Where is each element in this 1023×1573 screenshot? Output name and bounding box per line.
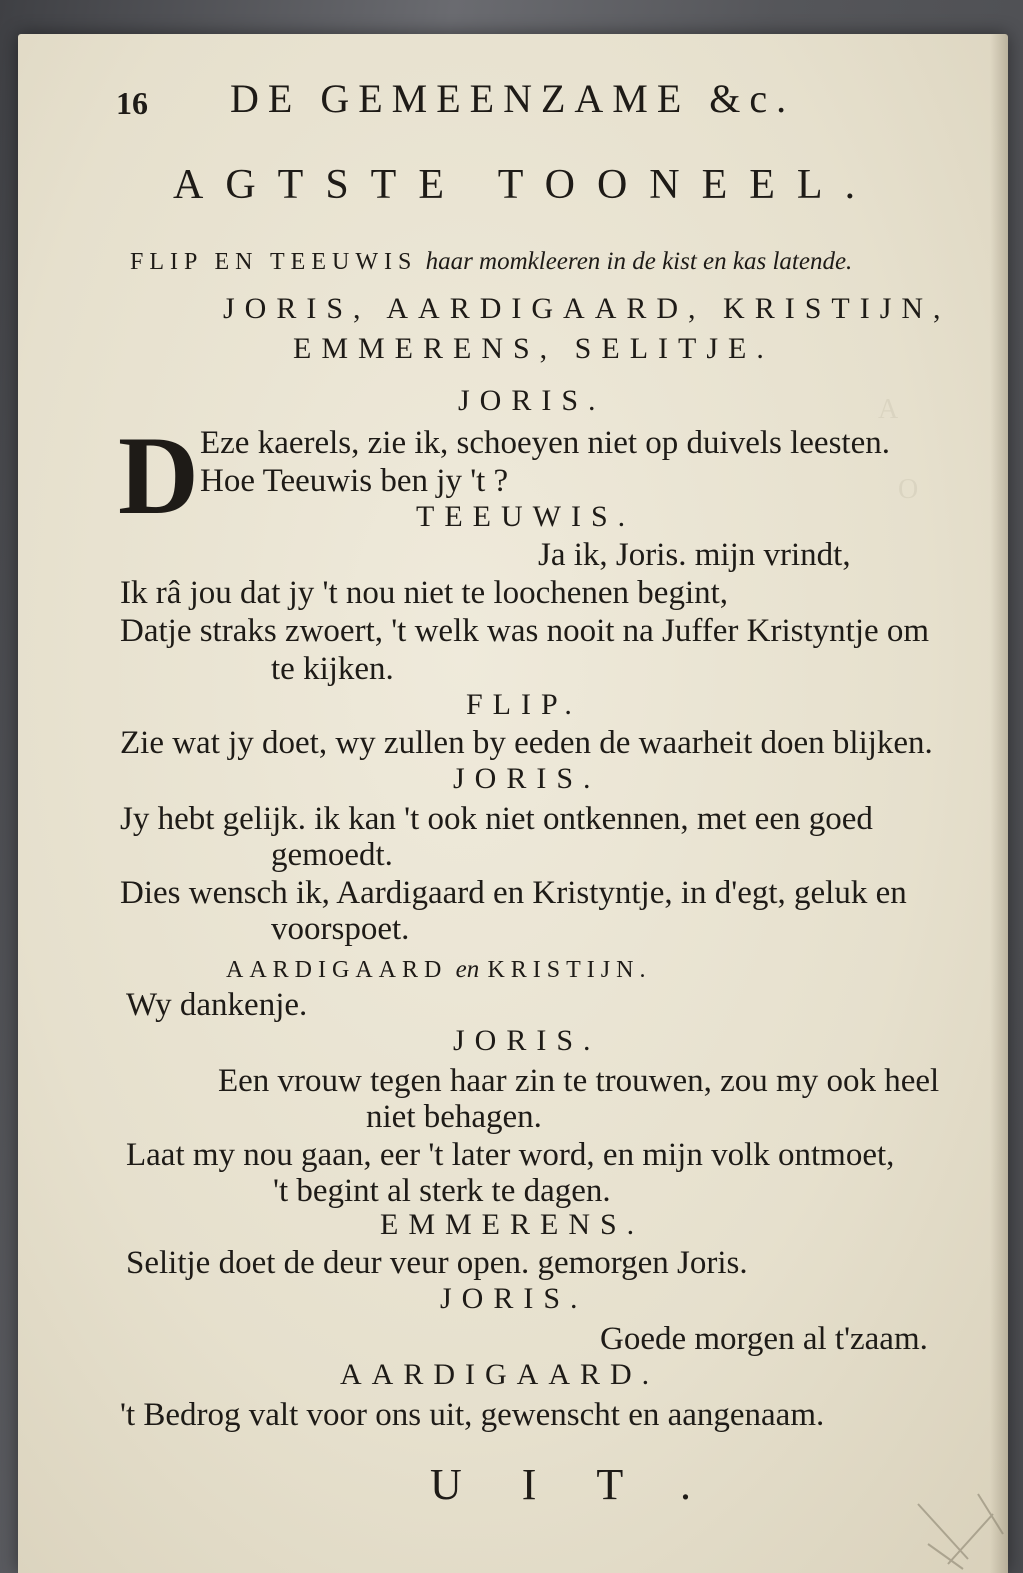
stage-direction-text: haar momkleeren in de kist en kas latende.	[425, 248, 853, 275]
conjunction: en	[455, 956, 480, 983]
cast-list-line-2: EMMERENS, SELITJE.	[293, 332, 774, 365]
verse-line: Een vrouw tegen haar zin te trouwen, zou my ook heel	[218, 1063, 940, 1099]
verse-line: Ik râ jou dat jy 't nou niet te loochenen begint,	[120, 575, 729, 611]
speaker-name: FLIP.	[466, 688, 582, 721]
drop-capital: D	[118, 414, 199, 538]
speaker-name: AARDIGAARD.	[340, 1358, 660, 1391]
verse-line: 't Bedrog valt voor ons uit, gewenscht en aangenaam.	[120, 1397, 825, 1433]
running-title: DE GEMEENZAME &c.	[230, 76, 796, 121]
stage-direction	[130, 240, 852, 281]
verse-line: Zie wat jy doet, wy zullen by eeden de waarheit doen blijken.	[120, 725, 933, 761]
verse-line: Eze kaerels, zie ik, schoeyen niet op duivels leesten.	[200, 425, 890, 461]
show-through-text: A	[878, 394, 899, 425]
speaker-name: KRISTIJN.	[487, 957, 652, 983]
verse-line: Dies wensch ik, Aardigaard en Kristyntje, in d'egt, geluk en	[120, 875, 907, 911]
scene-title: AGTSTE TOONEEL.	[173, 162, 878, 208]
speaker-name: JORIS.	[453, 762, 601, 795]
verse-line: 't begint al sterk te dagen.	[273, 1173, 611, 1209]
stage-direction-names: FLIP EN TEEUWIS	[130, 249, 418, 275]
speaker-name: TEEUWIS.	[416, 500, 636, 533]
verse-line: Selitje doet de deur veur open. gemorgen Joris.	[126, 1245, 748, 1281]
page-number: 16	[116, 85, 148, 121]
cast-list-line-1: JORIS, AARDIGAARD, KRISTIJN,	[223, 292, 951, 325]
speaker-name: AARDIGAARD	[226, 957, 448, 983]
verse-line: te kijken.	[271, 651, 394, 687]
speaker-name: JORIS.	[440, 1282, 588, 1315]
book-page	[18, 34, 1008, 1573]
speaker-name: JORIS.	[453, 1024, 601, 1057]
verse-line: Hoe Teeuwis ben jy 't ?	[200, 463, 509, 499]
speaker-name-pair	[226, 948, 651, 989]
ink-mark-icon	[908, 1484, 1008, 1573]
show-through-text: O	[898, 474, 919, 505]
verse-line: voorspoet.	[271, 911, 410, 947]
speaker-name: JORIS.	[458, 384, 606, 417]
verse-line: Datje straks zwoert, 't welk was nooit na Juffer Kristyntje om	[120, 613, 930, 649]
verse-line: gemoedt.	[271, 837, 393, 873]
verse-line: Goede morgen al t'zaam.	[600, 1321, 928, 1357]
verse-line: niet behagen.	[366, 1099, 542, 1135]
end-word: UIT.	[430, 1460, 752, 1509]
verse-line: Jy hebt gelijk. ik kan 't ook niet ontkennen, met een goed	[120, 801, 873, 837]
verse-line: Ja ik, Joris. mijn vrindt,	[538, 537, 851, 573]
speaker-name: EMMERENS.	[380, 1208, 645, 1241]
verse-line: Wy dankenje.	[126, 987, 308, 1023]
verse-line: Laat my nou gaan, eer 't later word, en mijn volk ontmoet,	[126, 1137, 895, 1173]
page-text	[18, 34, 1008, 1573]
